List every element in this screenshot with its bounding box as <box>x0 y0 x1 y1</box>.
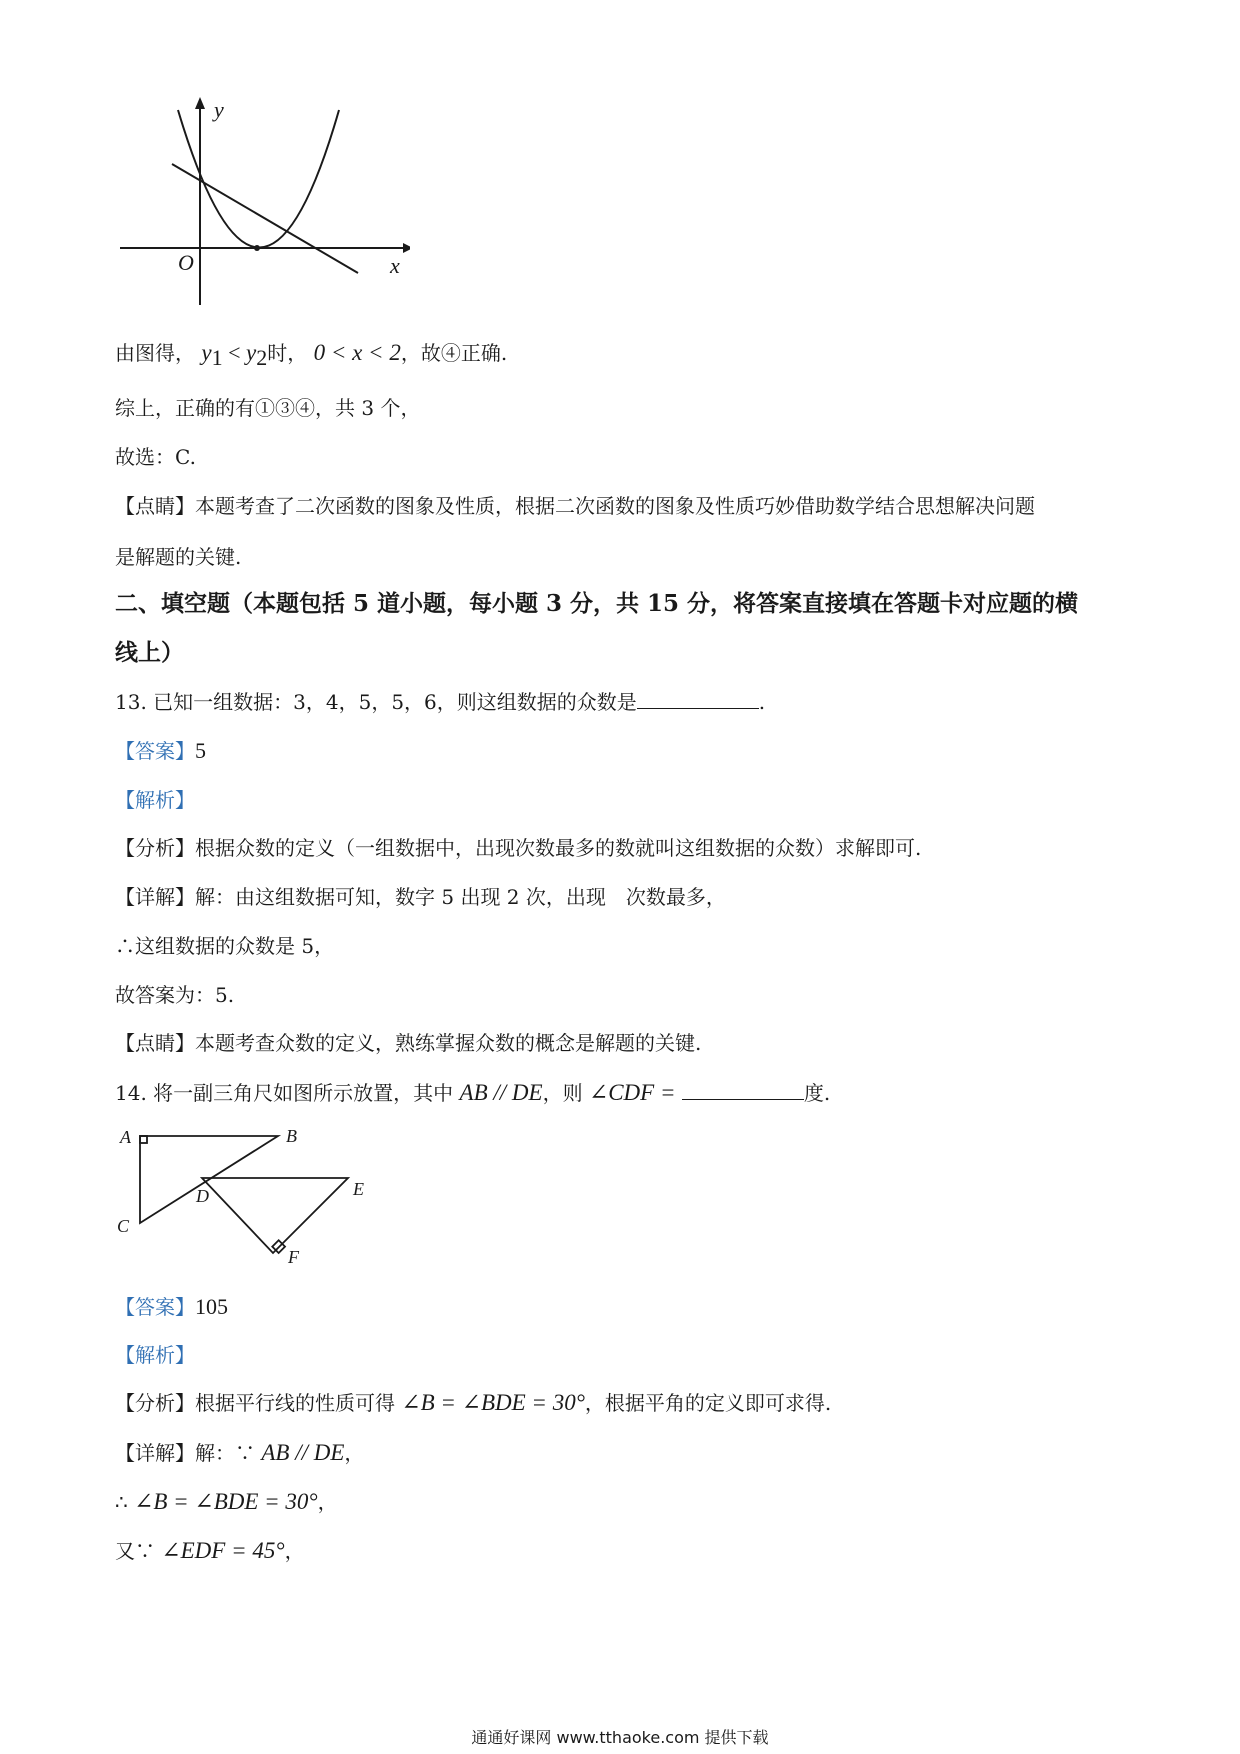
origin-label: O <box>178 250 194 275</box>
q13-detail: 【详解】解：由这组数据可知，数字 5 出现 2 次，出现 次数最多， <box>115 885 726 909</box>
q14-answer: 【答案】105 <box>115 1294 228 1319</box>
x-axis-label: x <box>390 253 400 278</box>
q13-analysis: 【分析】根据众数的定义（一组数据中，出现次数最多的数就叫这组数据的众数）求解即可. <box>115 836 922 860</box>
label-e: E <box>353 1179 364 1199</box>
q13-jiexi: 【解析】 <box>115 788 195 812</box>
q13-detail-3: 故答案为：5. <box>115 983 235 1007</box>
function-graph <box>110 95 410 315</box>
q14-analysis: 【分析】根据平行线的性质可得 ∠B = ∠BDE = 30°，根据平角的定义即可求得. <box>115 1390 832 1415</box>
q13-answer: 【答案】5 <box>115 738 206 763</box>
right-angle-mark-a <box>140 1136 147 1143</box>
page-footer: 通通好课网 www.tthaoke.com 提供下载 <box>471 1728 769 1747</box>
label-f: F <box>288 1247 299 1265</box>
question-14: 14. 将一副三角尺如图所示放置，其中 AB // DE，则 ∠CDF = 度. <box>115 1080 831 1105</box>
x-axis-arrow <box>403 243 410 253</box>
q14-detail-1: 【详解】解：∵ AB // DE， <box>115 1440 365 1465</box>
section-heading-2: 线上） <box>115 639 184 666</box>
q14-detail-2: ∴ ∠B = ∠BDE = 30°， <box>115 1489 338 1514</box>
y-axis-label: y <box>214 97 224 122</box>
label-d: D <box>196 1186 209 1206</box>
parabola-curve <box>178 110 339 248</box>
answer-blank <box>682 1081 804 1100</box>
answer-blank <box>637 690 759 709</box>
triangle-abc <box>140 1136 278 1223</box>
section-heading: 二、填空题（本题包括 5 道小题，每小题 3 分，共 15 分，将答案直接填在答题卡对应题的横 <box>115 590 1079 617</box>
q14-jiexi: 【解析】 <box>115 1343 195 1367</box>
y-axis-arrow <box>195 97 205 109</box>
label-c: C <box>117 1216 130 1236</box>
axis-point <box>254 245 260 251</box>
q13-detail-2: ∴这组数据的众数是 5， <box>115 934 335 958</box>
q13-dianjing: 【点睛】本题考查众数的定义，熟练掌握众数的概念是解题的关键. <box>115 1031 702 1055</box>
conclusion-line: 由图得， $y_1 < y_2$时， 0 < x < 2，故④正确. <box>115 340 508 370</box>
label-b: B <box>286 1126 297 1146</box>
label-a: A <box>120 1127 131 1147</box>
q14-detail-3: 又∵ ∠EDF = 45°， <box>115 1538 305 1563</box>
summary-line: 综上，正确的有①③④，共 3 个， <box>115 396 421 420</box>
dianjing-line: 【点睛】本题考查了二次函数的图象及性质，根据二次函数的图象及性质巧妙借助数学结合思想解决问题 <box>115 494 1035 518</box>
dianjing-line-2: 是解题的关键. <box>115 545 242 569</box>
triangle-def <box>202 1178 348 1253</box>
triangle-figure <box>110 1125 370 1265</box>
choice-line: 故选：C. <box>115 445 196 469</box>
question-13: 13. 已知一组数据：3，4，5，5，6，则这组数据的众数是 . <box>115 690 766 714</box>
